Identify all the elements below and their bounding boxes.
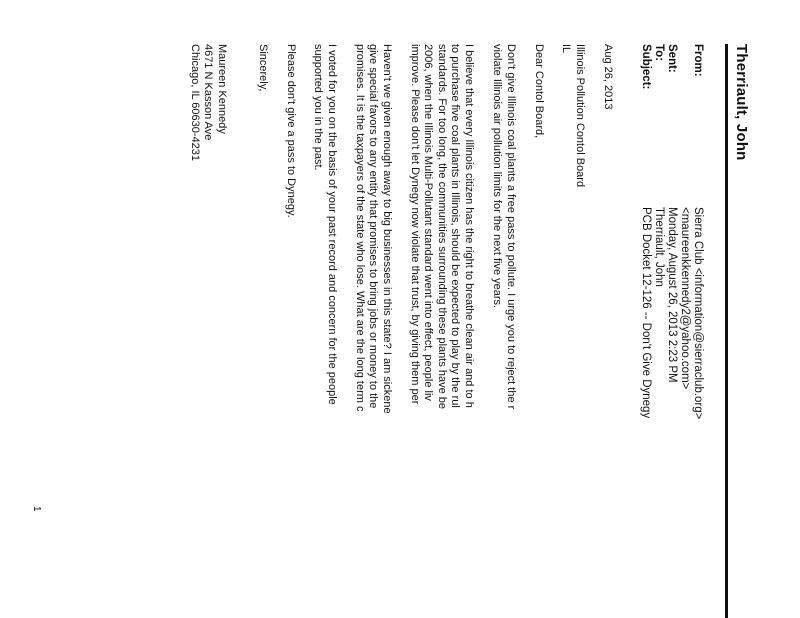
header-rule: [725, 44, 728, 618]
paragraph-line: violate Illinois air pollution limits for the next five years.: [491, 44, 504, 309]
sent-label: Sent:: [666, 44, 678, 73]
paragraph-line: 2006, when the Illinois Multi-Pollutant standard went into effect, people liv: [422, 44, 435, 401]
sent-value: Monday, August 26, 2013 2:23 PM: [666, 207, 678, 383]
recipient-line: Illinois Pollution Contol Board: [574, 44, 586, 188]
paragraph-line: give special favors to any entity that promises to bring jobs or money to the: [367, 44, 380, 409]
paragraph-line: Don't give Illinois coal plants a free pass to pollute. I urge you to reject the r: [505, 44, 517, 410]
signature-line: Chicago, IL 60630-4231: [189, 44, 201, 162]
signature-line: 4671 N Kasson Ave: [202, 44, 215, 141]
paragraph-line: supported you in the past.: [312, 44, 325, 171]
from-label: From:: [692, 44, 704, 77]
paragraph-line: Haven't we given enough away to big businesses in this state? I am sickene: [381, 44, 393, 414]
letter-date: Aug 26, 2013: [602, 44, 614, 110]
from-value-line-1: Sierra Club <information@sierraclub.org>: [692, 207, 704, 420]
paragraph-line: to purchase five coal plants in Illinois, should be expected to play by the rul: [449, 44, 462, 408]
closing: Sincerely,: [257, 44, 269, 92]
to-value: Therriault, John: [653, 207, 665, 287]
to-label: To:: [653, 44, 665, 62]
from-value-line-2: <maureenkkennedy2@yahoo.com>: [679, 207, 691, 390]
subject-label: Subject:: [640, 44, 652, 90]
header-name: Therriault, John: [733, 44, 750, 161]
paragraph-line: I believe that every Illinois citizen has the right to breathe clean air and to h: [463, 44, 475, 408]
page-number: 1: [31, 506, 42, 512]
paragraph-line: improve. Please don't let Dynegy now violate that trust, by giving them per: [409, 44, 421, 405]
paragraph-line: Please don't give a pass to Dynegy.: [285, 44, 297, 218]
paragraph-line: standards. For too long, the communities surrounding these plants have be: [436, 44, 448, 410]
paragraph-line: I voted for you on the basis of your past record and concern for the people: [326, 44, 338, 405]
signature-line: Maureen Kennedy: [216, 44, 228, 134]
subject-value: PCB Docket 12-126 -- Don't Give Dynegy: [640, 207, 652, 419]
recipient-line: IL: [560, 44, 573, 54]
paragraph-line: promises. It is the taxpayers of the state who lose. What are the long term c: [354, 44, 366, 412]
salutation: Dear Contol Board,: [533, 44, 545, 139]
